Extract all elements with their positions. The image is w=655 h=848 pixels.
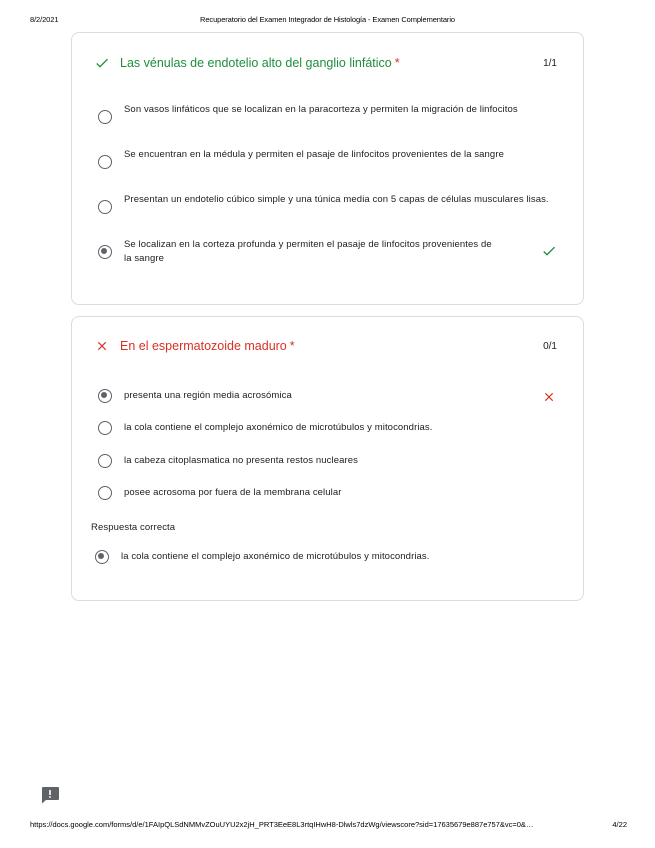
radio-button[interactable]	[98, 200, 112, 214]
radio-button[interactable]	[98, 421, 112, 435]
correct-answer-option	[95, 550, 557, 564]
option-text: Son vasos linfáticos que se localizan en la paracorteza y permiten la migración de linfocitos	[124, 104, 518, 115]
question-card-2	[71, 316, 584, 601]
option-3[interactable]	[98, 454, 557, 468]
correct-answer-label: Respuesta correcta	[91, 522, 176, 533]
required-mark: *	[289, 339, 295, 353]
check-icon	[541, 243, 557, 259]
option-2[interactable]	[98, 148, 557, 169]
question-score: 0/1	[543, 340, 557, 352]
question-card-1	[71, 32, 584, 305]
print-title: Recuperatorio del Examen Integrador de Histología - Examen Complementario	[200, 15, 455, 24]
question-title: Las vénulas de endotelio alto del ganglio linfático *	[120, 56, 400, 70]
option-text: la cola contiene el complejo axonémico de microtúbulos y mitocondrias.	[121, 551, 430, 562]
option-4[interactable]	[98, 486, 557, 500]
option-text: la cabeza citoplasmatica no presenta restos nucleares	[124, 455, 358, 466]
check-icon	[93, 54, 111, 72]
question-score: 1/1	[543, 57, 557, 69]
option-2[interactable]	[98, 421, 557, 435]
option-text: Presentan un endotelio cúbico simple y una túnica media con 5 capas de células musculares lisas.	[124, 194, 549, 205]
radio-button[interactable]	[98, 454, 112, 468]
question-header	[93, 337, 557, 355]
option-text: Se encuentran en la médula y permiten el pasaje de linfocitos provenientes de la sangre	[124, 149, 504, 160]
option-text: la cola contiene el complejo axonémico de microtúbulos y mitocondrias.	[124, 422, 433, 433]
radio-button-selected[interactable]	[98, 389, 112, 403]
print-date: 8/2/2021	[30, 15, 59, 24]
radio-button-selected	[95, 550, 109, 564]
print-page-number: 4/22	[612, 820, 627, 829]
option-1[interactable]	[98, 103, 557, 124]
option-3[interactable]	[98, 193, 557, 214]
radio-button[interactable]	[98, 110, 112, 124]
print-url: https://docs.google.com/forms/d/e/1FAIpQLSdNMMvZOuUYU2x2jH_PRT3EeE8L3rtqIHwH8-Dlwls7dzWg/viewscore?sid=17635679e887e757&vc=0&…	[30, 820, 534, 829]
cross-icon	[93, 337, 111, 355]
feedback-icon[interactable]	[40, 786, 60, 804]
option-1[interactable]	[98, 389, 557, 405]
required-mark: *	[394, 56, 400, 70]
radio-button-selected[interactable]	[98, 245, 112, 259]
radio-button[interactable]	[98, 486, 112, 500]
cross-icon	[541, 389, 557, 405]
radio-button[interactable]	[98, 155, 112, 169]
question-header	[93, 54, 557, 72]
option-4[interactable]	[98, 238, 557, 266]
option-text: posee acrosoma por fuera de la membrana celular	[124, 487, 342, 498]
option-text: presenta una región media acrosómica	[124, 390, 292, 401]
question-title: En el espermatozoide maduro *	[120, 339, 295, 353]
option-text: Se localizan en la corteza profunda y permiten el pasaje de linfocitos provenientes de la sangre	[124, 239, 492, 264]
